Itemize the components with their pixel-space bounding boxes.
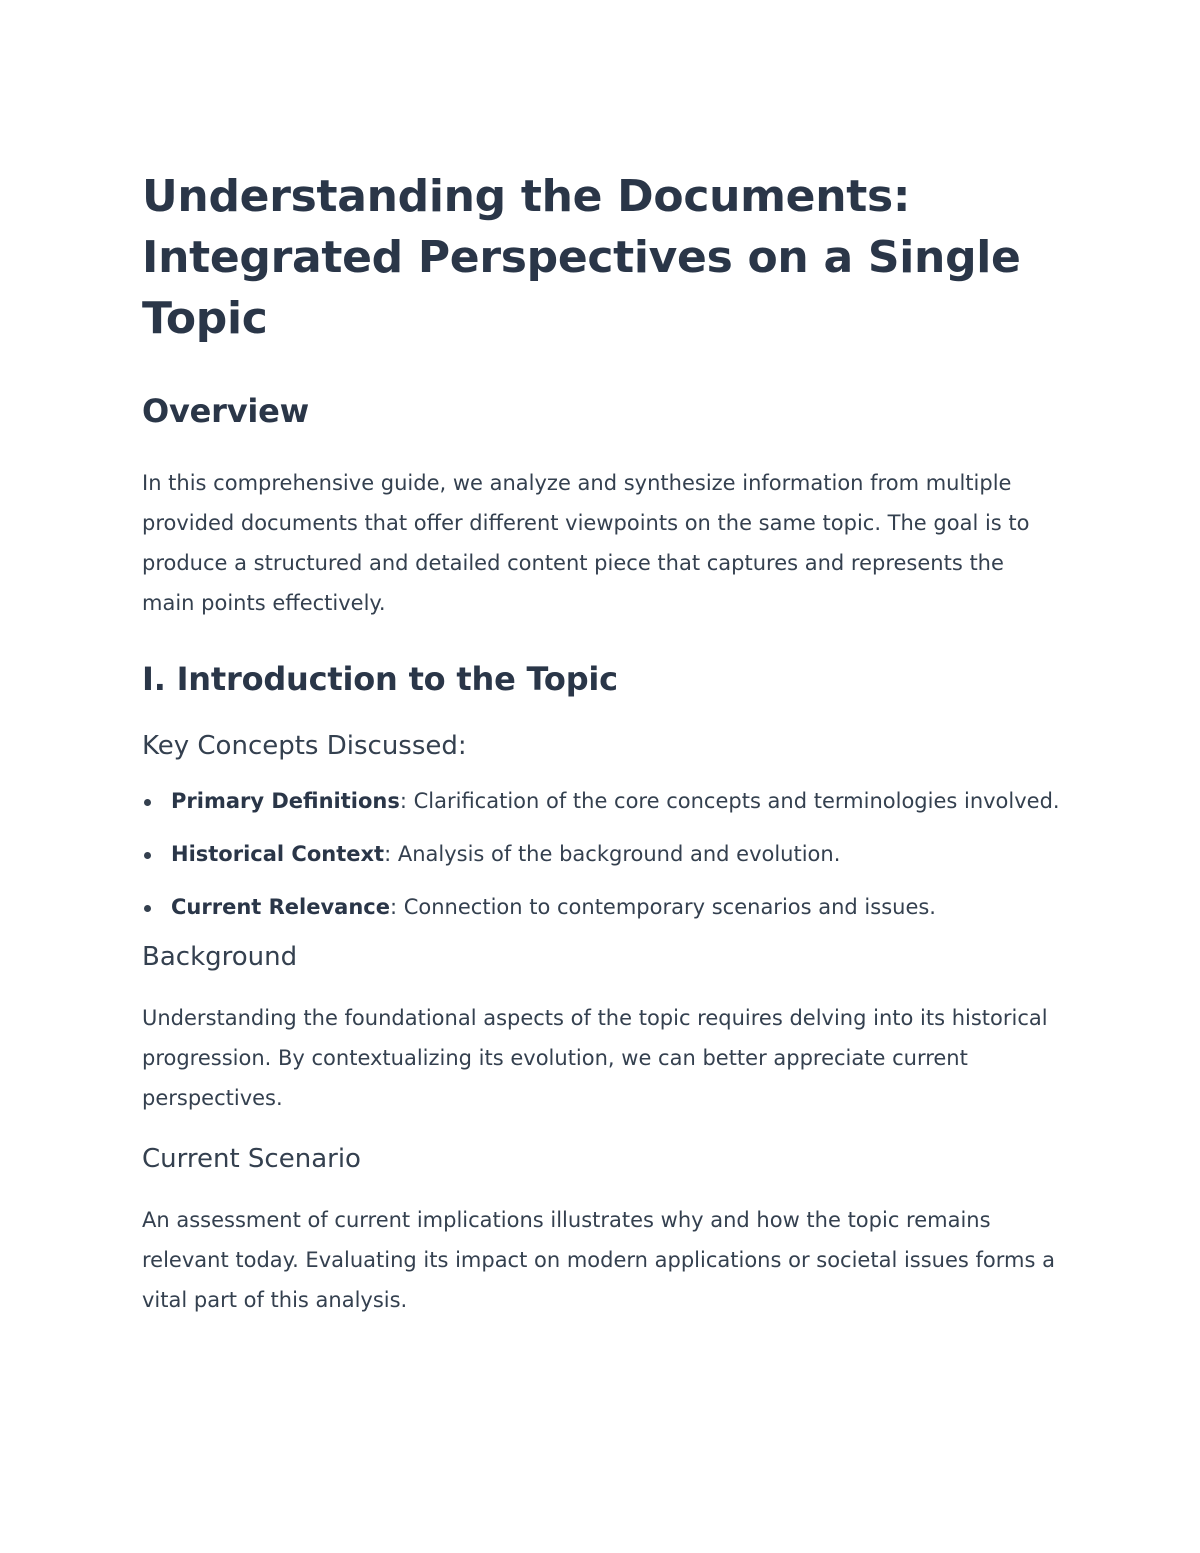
overview-paragraph: In this comprehensive guide, we analyze and synthesize information from multiple provided documents that offer different viewpoints on the same topic. The goal is to produce a structured and detailed content piece that captures and represents the main points effectively. xyxy=(142,471,1030,615)
list-item xyxy=(142,834,1060,875)
section-introduction-heading: I. Introduction to the Topic xyxy=(142,660,618,698)
key-concepts-heading: Key Concepts Discussed: xyxy=(142,731,467,761)
background-heading: Background xyxy=(142,942,298,972)
list-item-term: Primary Definitions xyxy=(171,789,400,813)
current-scenario-heading: Current Scenario xyxy=(142,1144,361,1174)
overview-heading: Overview xyxy=(142,392,310,430)
current-scenario-paragraph: An assessment of current implications illustrates why and how the topic remains relevant today. Evaluating its impact on modern applications or societal issues forms a vital part of this analysis. xyxy=(142,1208,1055,1312)
bullet-icon xyxy=(144,799,151,806)
list-item xyxy=(142,887,1060,928)
list-item-text: : Connection to contemporary scenarios and issues. xyxy=(389,895,936,919)
key-concepts-list xyxy=(142,781,1060,928)
list-item-term: Historical Context xyxy=(171,842,385,866)
bullet-icon xyxy=(144,905,151,912)
list-item xyxy=(142,781,1060,822)
background-paragraph: Understanding the foundational aspects of the topic requires delving into its historical progression. By contextualizing its evolution, we can better appreciate current perspectives. xyxy=(142,1006,1048,1110)
bullet-icon xyxy=(144,852,151,859)
list-item-text: : Clarification of the core concepts and terminologies involved. xyxy=(399,789,1060,813)
document-title: Understanding the Documents: Integrated Perspectives on a Single Topic xyxy=(142,171,1021,344)
list-item-term: Current Relevance xyxy=(171,895,390,919)
list-item-text: : Analysis of the background and evolution. xyxy=(384,842,841,866)
